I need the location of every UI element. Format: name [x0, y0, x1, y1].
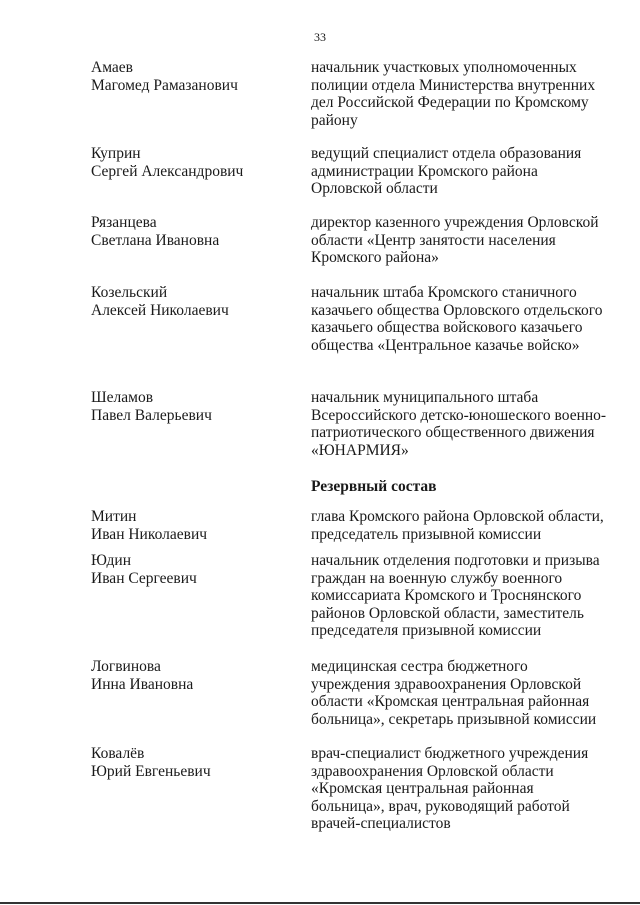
member-role: начальник штаба Кромского станичного казачьего общества Орловского отдельского казачьего общества войскового казачьего общества «Центральное казачье войско» — [311, 284, 603, 354]
member-role: ведущий специалист отдела образования администрации Кромского района Орловской области — [311, 145, 582, 197]
member-role: начальник отделения подготовки и призыва граждан на военную службу военного комиссариата Кромского и Троснянского районов Орловской области, заместитель председателя призывной комиссии — [311, 552, 600, 639]
member-role: врач-специалист бюджетного учреждения здравоохранения Орловской области «Кромская центральная районная больница», врач, руководящий работой врачей-специалистов — [311, 745, 589, 832]
member-name: Шеламов Павел Валерьевич — [91, 389, 212, 424]
member-name: Юдин Иван Сергеевич — [91, 552, 197, 587]
member-name: Митин Иван Николаевич — [91, 508, 208, 543]
member-role: начальник участковых уполномоченных полиции отдела Министерства внутренних дел Российской Федерации по Кромскому району — [311, 59, 596, 129]
page-number: 33 — [314, 30, 326, 44]
reserve-heading: Резервный состав — [311, 478, 437, 495]
member-name: Логвинова Инна Ивановна — [91, 658, 194, 693]
member-role: директор казенного учреждения Орловской области «Центр занятости населения Кромского района» — [311, 214, 599, 266]
member-name: Амаев Магомед Рамазанович — [91, 59, 238, 94]
member-role: медицинская сестра бюджетного учреждения здравоохранения Орловской области «Кромская центральная районная больница», секретарь призывной комиссии — [311, 658, 597, 728]
member-name: Рязанцева Светлана Ивановна — [91, 214, 220, 249]
page-edge-divider — [0, 902, 640, 904]
member-name: Козельский Алексей Николаевич — [91, 284, 229, 319]
member-role: начальник муниципального штаба Всероссийского детско-юношеского военно-патриотического общественного движения «ЮНАРМИЯ» — [311, 389, 607, 459]
member-name: Ковалёв Юрий Евгеньевич — [91, 745, 211, 780]
member-name: Куприн Сергей Александрович — [91, 145, 244, 180]
member-role: глава Кромского района Орловской области, председатель призывной комиссии — [311, 508, 604, 543]
